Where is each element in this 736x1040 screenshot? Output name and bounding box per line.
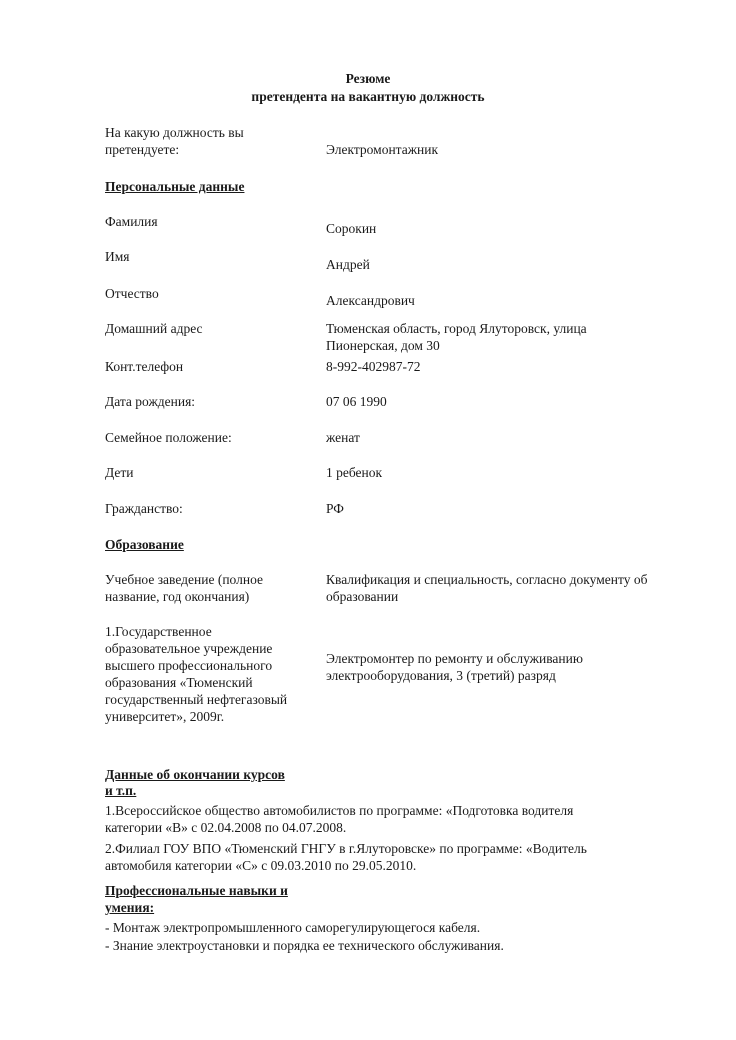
birthdate-label: Дата рождения: (105, 394, 196, 409)
education-col2-header-line2: образовании (326, 589, 399, 604)
patronymic-value: Александрович (326, 293, 415, 308)
document-title: Резюме (345, 71, 391, 86)
skills-heading-line1: Профессиональные навыки и (105, 883, 288, 898)
document-subtitle: претендента на вакантную должность (251, 89, 485, 104)
birthdate-value: 07 06 1990 (326, 394, 387, 409)
citizenship-value: РФ (326, 501, 344, 516)
courses-heading-line2: и т.п. (105, 783, 137, 798)
skill-item-1: - Монтаж электропромышленного саморегулирующегося кабеля. (105, 920, 481, 935)
courses-heading-line1: Данные об окончании курсов (105, 767, 285, 782)
personal-heading: Персональные данные (105, 179, 245, 194)
education-col1-header-line1: Учебное заведение (полное (105, 572, 263, 587)
institution-line: университет», 2009г. (105, 709, 225, 724)
qualification-line2: электрооборудования, 3 (третий) разряд (326, 668, 556, 683)
citizenship-label: Гражданство: (105, 501, 183, 516)
marital-status-label: Семейное положение: (105, 430, 232, 445)
course-item-1-line1: 1.Всероссийское общество автомобилистов по программе: «Подготовка водителя (105, 803, 574, 818)
course-item-2-line1: 2.Филиал ГОУ ВПО «Тюменский ГНГУ в г.Ялуторовске» по программе: «Водитель (105, 841, 587, 856)
institution-line: государственный нефтегазовый (105, 692, 288, 707)
address-value-line1: Тюменская область, город Ялуторовск, улица (326, 321, 587, 336)
skills-heading-line2: умения: (105, 900, 155, 915)
address-label: Домашний адрес (105, 321, 203, 336)
firstname-value: Андрей (326, 257, 370, 272)
address-value-line2: Пионерская, дом 30 (326, 338, 440, 353)
surname-label: Фамилия (105, 214, 158, 229)
course-item-2-line2: автомобиля категории «С» с 09.03.2010 по 29.05.2010. (105, 858, 417, 873)
institution-line: образования «Тюменский (105, 675, 253, 690)
education-heading: Образование (105, 537, 184, 552)
education-col1-header-line2: название, год окончания) (105, 589, 250, 604)
position-value: Электромонтажник (326, 142, 439, 157)
institution-line: высшего профессионального (105, 658, 273, 673)
position-label-line1: На какую должность вы (105, 125, 244, 140)
phone-label: Конт.телефон (105, 359, 184, 374)
patronymic-label: Отчество (105, 286, 159, 301)
education-col2-header-line1: Квалификация и специальность, согласно документу об (326, 572, 648, 587)
phone-value: 8-992-402987-72 (326, 359, 421, 374)
course-item-1-line2: категории «В» с 02.04.2008 по 04.07.2008. (105, 820, 347, 835)
skill-item-2: - Знание электроустановки и порядка ее технического обслуживания. (105, 938, 504, 953)
qualification-line1: Электромонтер по ремонту и обслуживанию (326, 651, 583, 666)
surname-value: Сорокин (326, 221, 377, 236)
position-label-line2: претендуете: (105, 142, 180, 157)
marital-status-value: женат (326, 430, 360, 445)
children-value: 1 ребенок (326, 465, 383, 480)
children-label: Дети (105, 465, 134, 480)
firstname-label: Имя (105, 249, 130, 264)
institution-line: 1.Государственное (105, 624, 212, 639)
institution-line: образовательное учреждение (105, 641, 273, 656)
